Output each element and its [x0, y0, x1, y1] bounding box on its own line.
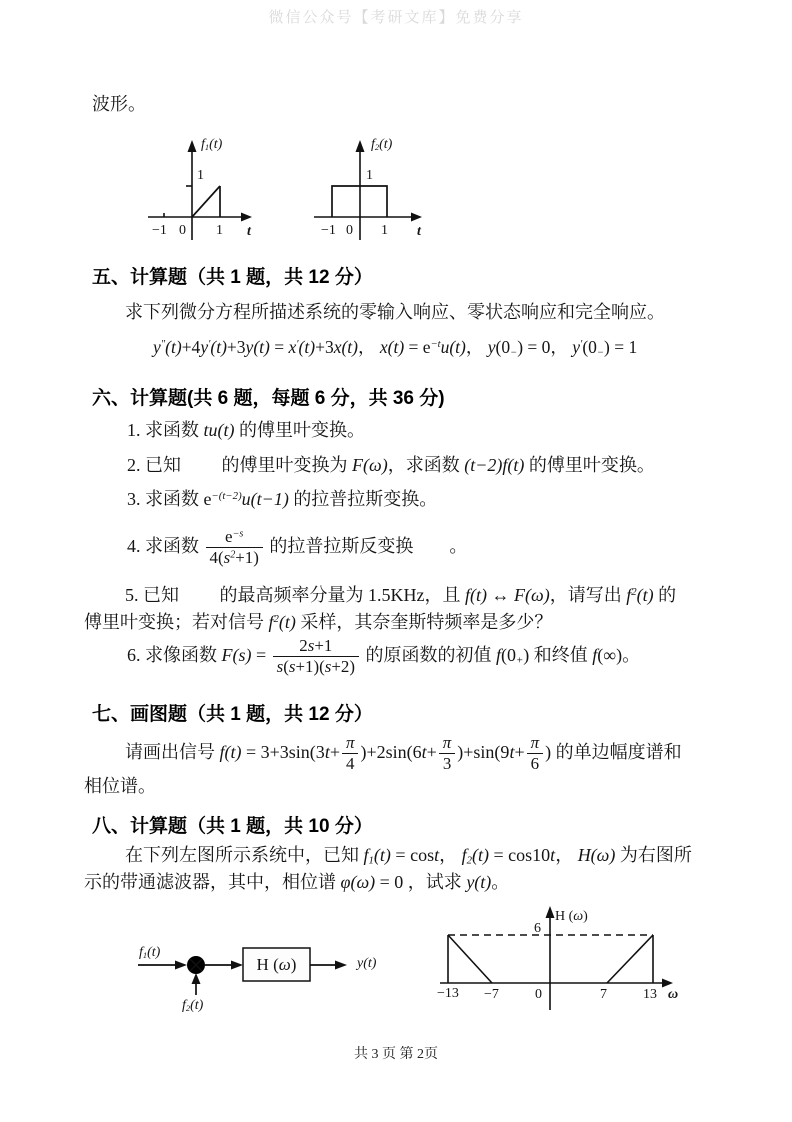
watermark: 微信公众号【考研文库】免费分享: [268, 10, 524, 26]
filter-tick-7: 7: [600, 987, 607, 1002]
f2-yaxis-arrow-icon: [356, 140, 365, 152]
system-block-diagram: [130, 942, 390, 1020]
section6-item1: 1. 求函数 tu(t) 的傅里叶变换。: [127, 420, 365, 440]
intro-text: 波形。: [92, 94, 146, 114]
section7-line2: 相位谱。: [84, 776, 156, 796]
f1-xaxis-arrow-icon: [241, 213, 252, 222]
f2-tick-0: 0: [346, 223, 353, 238]
f2-tick-minus1: −1: [321, 223, 336, 238]
section5-heading: 五、计算题（共 1 题，共 12 分）: [92, 267, 373, 288]
diagram-output-label: y(t): [357, 956, 377, 971]
diagram-f1-label: $f_1(t)$: [139, 945, 161, 961]
section8-line1: 在下列左图所示系统中，已知 $f_1(t) = \cos t$， $f_2(t) = \cos 10t$， H(ω) 为右图所: [125, 845, 692, 867]
f1-tick-minus1: −1: [152, 223, 167, 238]
section6-item3: 3. 求函数 $e^{-(t-2)}u(t-1)$ 的拉普拉斯变换。: [127, 489, 438, 509]
filter-ymax-label: 6: [534, 921, 541, 936]
f1-title: $f_1(t)$: [201, 137, 223, 153]
f2-xaxis-label: t: [417, 224, 421, 239]
filter-tick-minus13: −13: [437, 986, 459, 1001]
section6-item6: 6. 求像函数 F(s) = $\frac{2s+1}{s(s+1)(s+2)}$ 的原函数的初值 $f(0_+)$ 和终值 f(∞)。: [127, 636, 641, 677]
filter-response-plot: [435, 902, 683, 1014]
section6-item2: 2. 已知 的傅里叶变换为 F(ω)，求函数 (t−2)f(t) 的傅里叶变换。: [127, 455, 655, 475]
section6-item4: 4. 求函数 $\frac{e^{-s}}{4(s^2+1)}$ 的拉普拉斯反变换 。: [127, 527, 468, 568]
diagram-filter-label: H ( ω ): [256, 954, 297, 974]
input-arrow-icon: [175, 961, 187, 970]
section5-equation: y″(t)+4y′(t)+3y(t) = x′(t)+3x(t)， $x(t) = e^{-t}u(t)$， $y(0_-) = 0$， $y'(0_-) = 1$: [153, 337, 638, 359]
section6-item5-line2: 傅里叶变换；若对信号 $f^2(t)$ 采样，其奈奎斯特频率是多少？: [84, 612, 553, 632]
filter-tick-0: 0: [535, 987, 542, 1002]
f2-title: $f_2(t)$: [371, 137, 393, 153]
section6-item5-line1: 5. 已知 的最高频率分量为 1.5KHz，且 f(t) ↔ F(ω)，请写出 $f^2(t)$ 的: [125, 585, 677, 605]
f2-xaxis-arrow-icon: [411, 213, 422, 222]
diagram-f2-label: $f_2(t)$: [182, 998, 204, 1014]
f2-input-arrow-icon: [192, 973, 201, 984]
section8-heading: 八、计算题（共 1 题，共 10 分）: [92, 816, 373, 837]
page-footer: 共 3 页 第 2页: [354, 1047, 438, 1062]
section7-heading: 七、画图题（共 1 题，共 12 分）: [92, 704, 373, 725]
f1-tick-1: 1: [216, 223, 223, 238]
section7-line1: 请画出信号 f(t) = 3+3sin(3t+ $\frac{\pi}{4}$ )+2sin(6t+ $\frac{\pi}{3}$ )+sin(9t+ $\frac{\pi}{6}$ ) 的单边幅度谱和: [125, 733, 682, 774]
filter-ylabel: H (ω): [555, 909, 588, 924]
f1-xaxis-label: t: [247, 224, 251, 239]
filter-tick-minus7: −7: [484, 987, 499, 1002]
f2-ymax-label: 1: [366, 168, 373, 183]
section8-line2: 示的带通滤波器，其中，相位谱 φ(ω) = 0 ，试求 y(t)。: [84, 872, 510, 892]
filter-tick-13: 13: [643, 987, 657, 1002]
f1-yaxis-arrow-icon: [188, 140, 197, 152]
f1-tick-0: 0: [179, 223, 186, 238]
to-filter-arrow-icon: [231, 961, 243, 970]
section5-intro: 求下列微分方程所描述系统的零输入响应、零状态响应和完全响应。: [125, 302, 665, 322]
f1-ymax-label: 1: [197, 168, 204, 183]
figure-f1: [145, 138, 260, 243]
filter-yaxis-arrow-icon: [546, 906, 555, 918]
f2-tick-1: 1: [381, 223, 388, 238]
section6-heading: 六、计算题(共 6 题，每题 6 分，共 36 分): [92, 388, 445, 409]
output-arrow-icon: [335, 961, 347, 970]
figure-f2: [313, 138, 431, 243]
filter-xaxis-label: ω: [668, 987, 679, 1002]
